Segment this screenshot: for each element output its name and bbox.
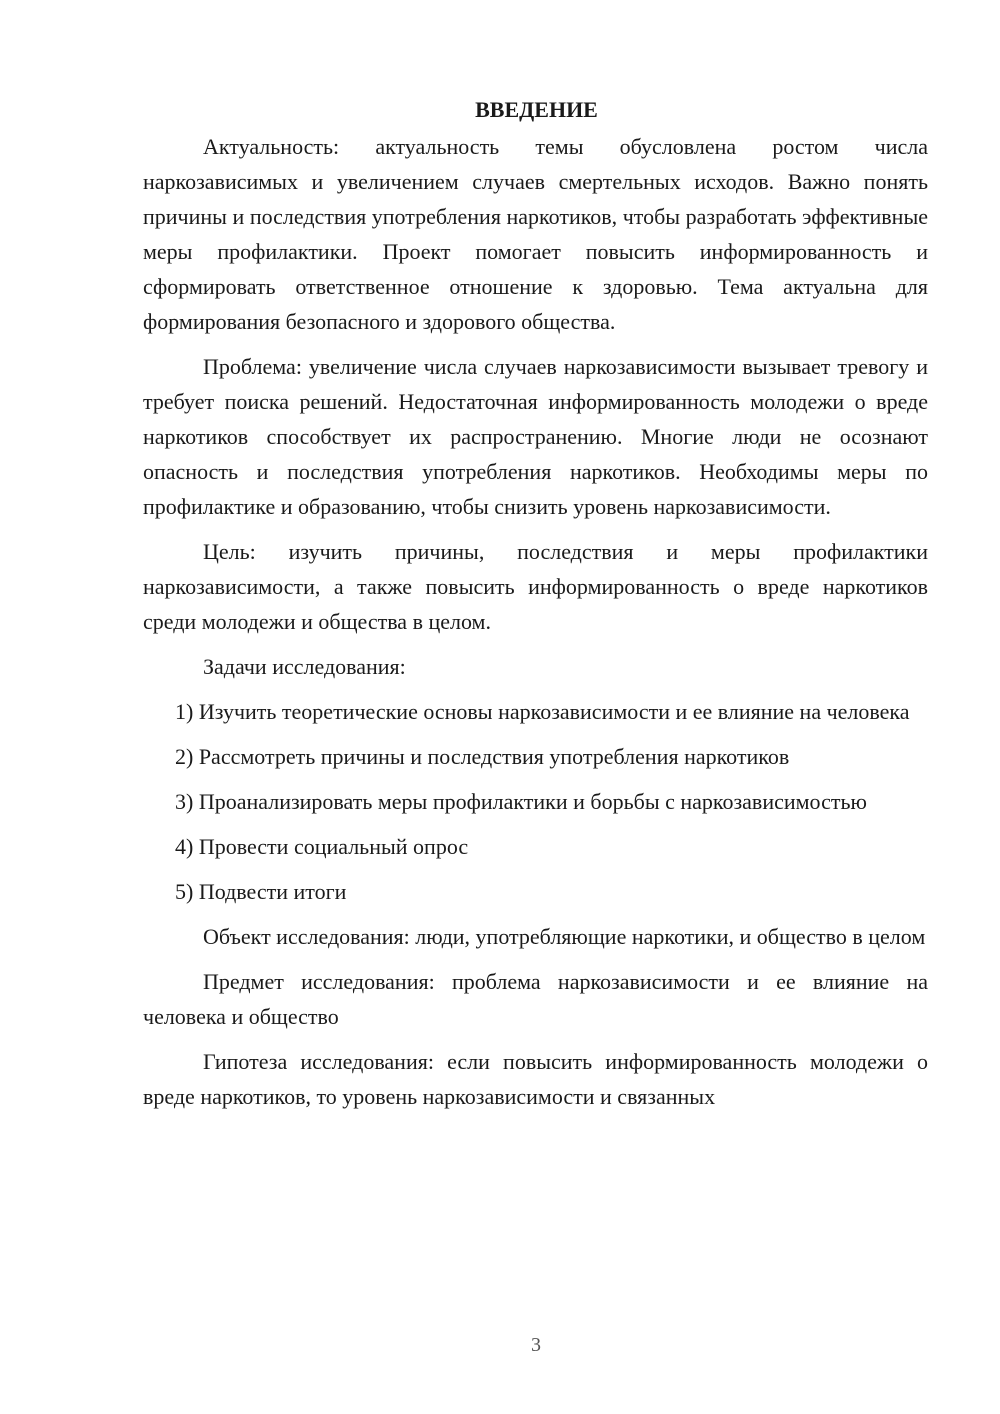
task-item-2: 2) Рассмотреть причины и последствия употребления наркотиков [175,744,790,769]
task-item-5: 5) Подвести итоги [175,879,347,904]
tasks-title: Задачи исследования: [203,654,406,679]
page-number: 3 [531,1334,541,1356]
paragraph-object: Объект исследования: люди, употребляющие наркотики, и общество в целом [203,924,926,949]
paragraph-goal: Цель: изучить причины, последствия и меры профилактики наркозависимости, а также повысить информированность о вреде наркотиков среди молодежи и общества в целом. [143,539,928,634]
task-item-3: 3) Проанализировать меры профилактики и борьбы с наркозависимостью [175,789,867,814]
task-item-1: 1) Изучить теоретические основы наркозависимости и ее влияние на человека [175,699,910,724]
paragraph-problem: Проблема: увеличение числа случаев наркозависимости вызывает тревогу и требует поиска решений. Недостаточная информированность молодежи о вреде наркотиков способствует их распространению. Многие люди не осознают опасность и последствия употребления наркотиков. Необходимы меры по профилактике и образованию, чтобы снизить уровень наркозависимости. [143,354,928,519]
paragraph-relevance: Актуальность: актуальность темы обусловлена ростом числа наркозависимых и увеличением случаев смертельных исходов. Важно понять причины и последствия употребления наркотиков, чтобы разработать эффективные меры профилактики. Проект помогает повысить информированность и сформировать ответственное отношение к здоровью. Тема актуальна для формирования безопасного и здорового общества. [143,134,928,334]
paragraph-hypothesis: Гипотеза исследования: если повысить информированность молодежи о вреде наркотиков, то уровень наркозависимости и связанных [143,1049,928,1109]
task-item-4: 4) Провести социальный опрос [175,834,469,859]
paragraph-subject: Предмет исследования: проблема наркозависимости и ее влияние на человека и общество [143,969,928,1029]
page-heading: ВВЕДЕНИЕ [475,97,598,122]
document-page [143,92,928,1124]
